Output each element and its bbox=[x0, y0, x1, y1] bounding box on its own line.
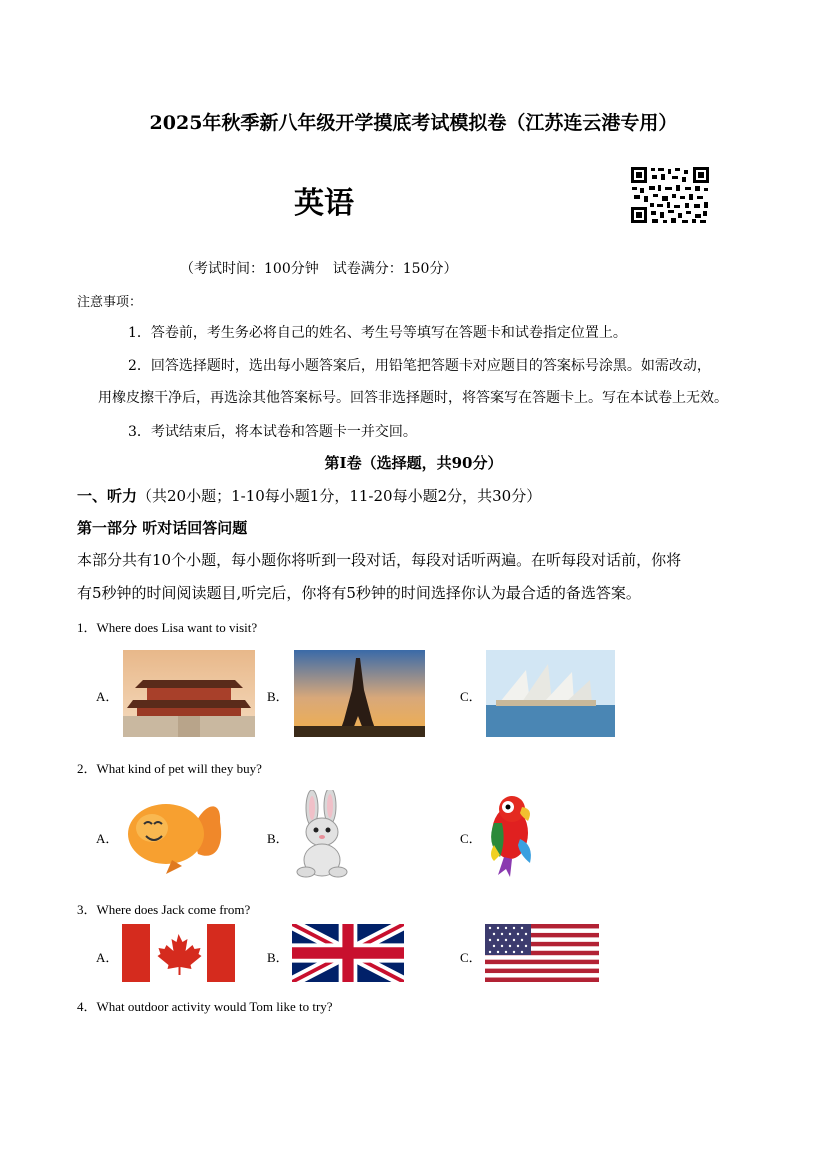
note-item: 3．考试结束后，将本试卷和答题卡一并交回。 bbox=[128, 424, 417, 440]
option-b: B． bbox=[267, 950, 289, 965]
option-a: A． bbox=[96, 950, 119, 965]
question-3: 3．Where does Jack come from? bbox=[77, 902, 251, 917]
sydney-opera-house-image bbox=[486, 650, 615, 737]
part-one-heading bbox=[77, 485, 541, 506]
usa-flag-image bbox=[485, 924, 599, 982]
notes-heading: 注意事项： bbox=[77, 295, 143, 310]
option-c: C． bbox=[460, 689, 482, 704]
canada-flag-image bbox=[122, 924, 235, 982]
sub-part-heading: 第一部分 听对话回答问题 bbox=[77, 519, 248, 537]
uk-flag-image bbox=[292, 924, 404, 982]
goldfish-image bbox=[122, 792, 224, 876]
qr-code bbox=[630, 166, 710, 224]
option-c: C． bbox=[460, 831, 482, 846]
note-item: 1．答卷前，考生务必将自己的姓名、考生号等填写在答题卡和试卷指定位置上。 bbox=[128, 325, 627, 341]
forbidden-city-image bbox=[123, 650, 255, 737]
subject-title: 英语 bbox=[294, 186, 354, 221]
option-c: C． bbox=[460, 950, 482, 965]
part-one-desc: （共20小题；1-10每小题1分，11-20每小题2分，共30分） bbox=[137, 487, 542, 505]
parrot-image bbox=[484, 793, 538, 877]
option-a: A． bbox=[96, 831, 119, 846]
exam-title: 2025年秋季新八年级开学摸底考试模拟卷（江苏连云港专用） bbox=[149, 112, 678, 134]
instruction-line: 有5秒钟的时间阅读题目,听完后，你将有5秒钟的时间选择你认为最合适的备选答案。 bbox=[77, 584, 641, 602]
note-item: 用橡皮擦干净后，再选涂其他答案标号。回答非选择题时，将答案写在答题卡上。写在本试卷上无效。 bbox=[98, 390, 728, 406]
option-a: A． bbox=[96, 689, 119, 704]
exam-info: （考试时间：100分钟 试卷满分：150分） bbox=[180, 261, 458, 277]
option-b: B． bbox=[267, 831, 289, 846]
section-title: 第I卷（选择题，共90分） bbox=[324, 454, 503, 472]
instruction-line: 本部分共有10个小题，每小题你将听到一段对话，每段对话听两遍。在听每段对话前，你将 bbox=[77, 551, 682, 569]
question-4: 4．What outdoor activity would Tom like to try? bbox=[77, 999, 333, 1014]
question-2: 2．What kind of pet will they buy? bbox=[77, 761, 262, 776]
part-one-label: 一、听力 bbox=[77, 487, 138, 505]
rabbit-image bbox=[290, 790, 354, 878]
eiffel-tower-image bbox=[294, 650, 425, 737]
question-1: 1．Where does Lisa want to visit? bbox=[77, 620, 258, 635]
note-item: 2．回答选择题时，选出每小题答案后，用铅笔把答题卡对应题目的答案标号涂黑。如需改动， bbox=[128, 358, 711, 374]
option-b: B． bbox=[267, 689, 289, 704]
